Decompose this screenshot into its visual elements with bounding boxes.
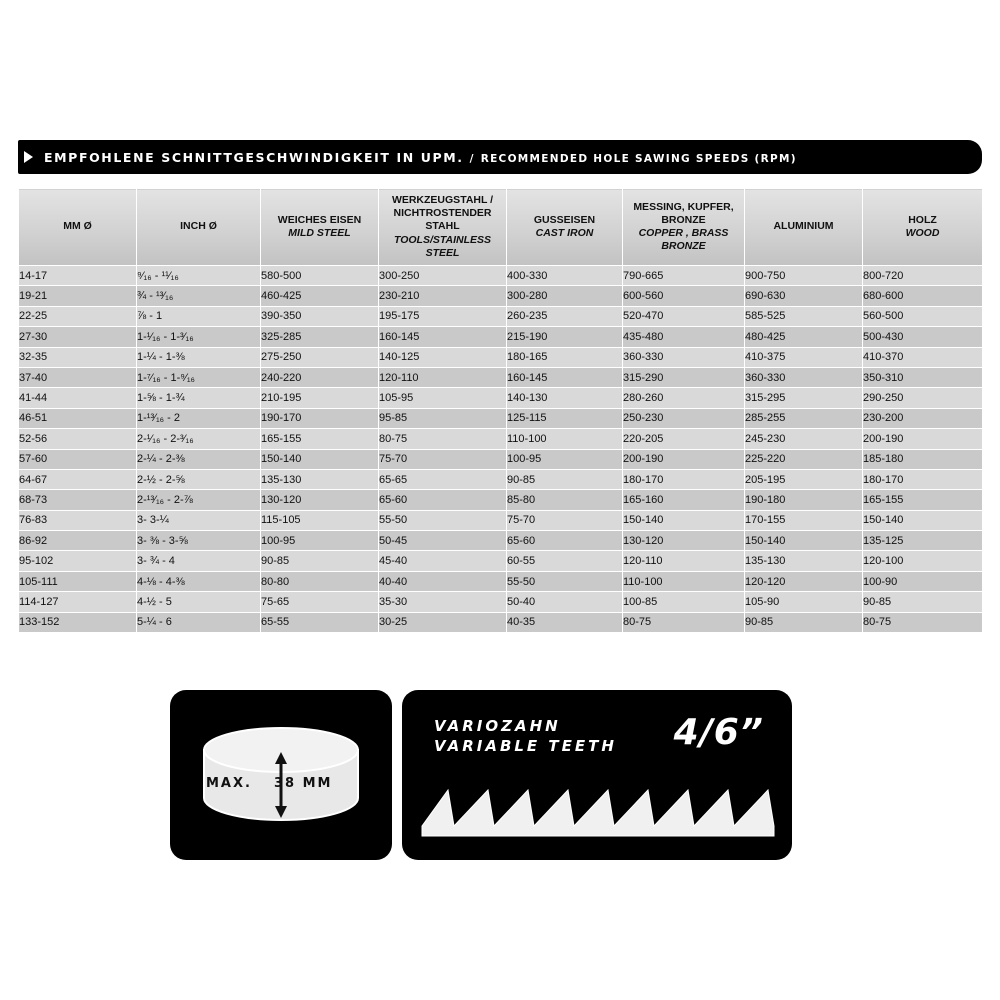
cell-tool-stainless: 30-25 [379,612,507,632]
cell-inch: ¾ - ¹³⁄₁₆ [137,286,261,306]
cell-cast-iron: 160-145 [507,367,623,387]
play-arrow-icon [18,140,44,174]
cell-inch: 5-¼ - 6 [137,612,261,632]
cell-tool-stainless: 55-50 [379,510,507,530]
cell-aluminium: 360-330 [745,367,863,387]
cell-cast-iron: 140-130 [507,388,623,408]
cell-aluminium: 285-255 [745,408,863,428]
cell-aluminium: 410-375 [745,347,863,367]
cell-aluminium: 900-750 [745,266,863,286]
cell-mild-steel: 75-65 [261,592,379,612]
cell-brass-copper: 120-110 [623,551,745,571]
cell-mm: 114-127 [19,592,137,612]
cell-mm: 105-111 [19,571,137,591]
cell-inch: 1-⅝ - 1-¾ [137,388,261,408]
column-header-cast-iron-de: GUSSEISEN [533,213,596,226]
cell-tool-stainless: 105-95 [379,388,507,408]
cell-wood: 180-170 [863,469,983,489]
cell-mild-steel: 580-500 [261,266,379,286]
cell-wood: 165-155 [863,490,983,510]
table-row [19,388,983,408]
cell-mild-steel: 65-55 [261,612,379,632]
cell-cast-iron: 180-165 [507,347,623,367]
cell-aluminium: 150-140 [745,531,863,551]
column-header-mild-steel [261,189,379,266]
cell-aluminium: 315-295 [745,388,863,408]
variable-teeth-title [434,716,617,757]
cell-brass-copper: 110-100 [623,571,745,591]
table-row [19,551,983,571]
cell-brass-copper: 180-170 [623,469,745,489]
cell-aluminium: 90-85 [745,612,863,632]
cell-mild-steel: 460-425 [261,286,379,306]
cell-tool-stainless: 195-175 [379,306,507,326]
table-row [19,571,983,591]
column-header-mild-steel-de: WEICHES EISEN [277,213,362,226]
cell-tool-stainless: 45-40 [379,551,507,571]
cell-mild-steel: 210-195 [261,388,379,408]
column-header-aluminium [745,189,863,266]
cell-aluminium: 585-525 [745,306,863,326]
cell-cast-iron: 300-280 [507,286,623,306]
cell-brass-copper: 130-120 [623,531,745,551]
cell-mild-steel: 165-155 [261,429,379,449]
cell-tool-stainless: 40-40 [379,571,507,591]
cell-mild-steel: 390-350 [261,306,379,326]
cell-brass-copper: 165-160 [623,490,745,510]
table-row [19,612,983,632]
column-header-brass-copper [623,189,745,266]
column-header-wood [863,189,983,266]
cell-mild-steel: 80-80 [261,571,379,591]
cell-mm: 57-60 [19,449,137,469]
cell-mm: 64-67 [19,469,137,489]
cell-inch: 2-¹³⁄₁₆ - 2-⅞ [137,490,261,510]
cell-cast-iron: 100-95 [507,449,623,469]
table-body [19,266,983,633]
variable-teeth-title-de: VARIOZAHN [434,717,561,735]
cell-cast-iron: 55-50 [507,571,623,591]
cell-brass-copper: 790-665 [623,266,745,286]
cell-cast-iron: 215-190 [507,327,623,347]
column-header-tool-stainless [379,189,507,266]
cell-mm: 22-25 [19,306,137,326]
cell-cast-iron: 50-40 [507,592,623,612]
table-row [19,592,983,612]
cell-wood: 230-200 [863,408,983,428]
column-header-mm [19,189,137,266]
column-header-wood-en: WOOD [905,227,940,239]
table-row [19,327,983,347]
table-row [19,266,983,286]
cell-inch: 4-⅛ - 4-⅜ [137,571,261,591]
column-header-brass-copper-en: COPPER , BRASS BRONZE [638,227,729,253]
cell-aluminium: 480-425 [745,327,863,347]
table-row [19,306,983,326]
cell-inch: 3- 3-¼ [137,510,261,530]
column-header-mm-de: MM Ø [63,220,92,233]
cell-brass-copper: 315-290 [623,367,745,387]
table-row [19,286,983,306]
table-row [19,367,983,387]
cell-inch: 1-¹⁄₁₆ - 1-³⁄₁₆ [137,327,261,347]
variable-teeth-panel [402,690,792,860]
cell-brass-copper: 200-190 [623,449,745,469]
cell-inch: ⁹⁄₁₆ - ¹¹⁄₁₆ [137,266,261,286]
cell-mm: 14-17 [19,266,137,286]
variable-teeth-size: 4/6” [673,712,764,753]
cell-mild-steel: 100-95 [261,531,379,551]
cell-brass-copper: 435-480 [623,327,745,347]
column-header-mild-steel-en: MILD STEEL [288,227,351,239]
cell-tool-stainless: 75-70 [379,449,507,469]
cell-aluminium: 135-130 [745,551,863,571]
cell-mild-steel: 135-130 [261,469,379,489]
cell-aluminium: 190-180 [745,490,863,510]
cell-mm: 86-92 [19,531,137,551]
max-depth-value: 38 MM [274,776,333,791]
cell-cast-iron: 110-100 [507,429,623,449]
cell-tool-stainless: 80-75 [379,429,507,449]
cell-brass-copper: 280-260 [623,388,745,408]
cell-aluminium: 120-120 [745,571,863,591]
section-title-de: EMPFOHLENE SCHNITTGESCHWINDIGKEIT IN UPM. [44,149,464,165]
table-row [19,449,983,469]
cell-mild-steel: 275-250 [261,347,379,367]
max-depth-panel [170,690,392,860]
cell-wood: 800-720 [863,266,983,286]
cell-mild-steel: 115-105 [261,510,379,530]
cell-wood: 100-90 [863,571,983,591]
cell-cast-iron: 65-60 [507,531,623,551]
cell-mm: 37-40 [19,367,137,387]
section-title-bar [18,140,982,174]
cell-mm: 52-56 [19,429,137,449]
cell-brass-copper: 250-230 [623,408,745,428]
cell-tool-stainless: 35-30 [379,592,507,612]
cell-tool-stainless: 230-210 [379,286,507,306]
cell-wood: 90-85 [863,592,983,612]
saw-blade-icon [402,774,792,844]
cell-mild-steel: 90-85 [261,551,379,571]
section-title-separator: / [469,152,475,165]
cell-tool-stainless: 160-145 [379,327,507,347]
cell-brass-copper: 520-470 [623,306,745,326]
speeds-table [18,188,983,633]
table-row [19,531,983,551]
cell-mild-steel: 130-120 [261,490,379,510]
cell-cast-iron: 85-80 [507,490,623,510]
cell-cast-iron: 400-330 [507,266,623,286]
cell-brass-copper: 600-560 [623,286,745,306]
cell-mm: 46-51 [19,408,137,428]
cell-cast-iron: 60-55 [507,551,623,571]
column-header-inch [137,189,261,266]
cell-tool-stainless: 300-250 [379,266,507,286]
cell-aluminium: 245-230 [745,429,863,449]
cell-cast-iron: 90-85 [507,469,623,489]
section-title-en: RECOMMENDED HOLE SAWING SPEEDS (RPM) [480,152,797,165]
table-row [19,408,983,428]
cell-aluminium: 690-630 [745,286,863,306]
cell-mm: 95-102 [19,551,137,571]
cell-mild-steel: 190-170 [261,408,379,428]
cell-mild-steel: 240-220 [261,367,379,387]
cell-brass-copper: 150-140 [623,510,745,530]
cell-cast-iron: 125-115 [507,408,623,428]
table-row [19,490,983,510]
section-title [44,150,797,165]
cell-aluminium: 105-90 [745,592,863,612]
cell-brass-copper: 80-75 [623,612,745,632]
cell-mild-steel: 325-285 [261,327,379,347]
cell-mm: 32-35 [19,347,137,367]
cell-wood: 410-370 [863,347,983,367]
cell-brass-copper: 220-205 [623,429,745,449]
cell-inch: 3- ¾ - 4 [137,551,261,571]
cell-wood: 350-310 [863,367,983,387]
info-panels [170,690,792,860]
column-header-cast-iron [507,189,623,266]
table-header-row [19,189,983,266]
cell-mm: 19-21 [19,286,137,306]
cell-tool-stainless: 50-45 [379,531,507,551]
cell-cast-iron: 260-235 [507,306,623,326]
cell-inch: 2-½ - 2-⅝ [137,469,261,489]
cell-brass-copper: 360-330 [623,347,745,367]
cell-inch: 1-⁷⁄₁₆ - 1-⁹⁄₁₆ [137,367,261,387]
cell-tool-stainless: 65-60 [379,490,507,510]
cell-wood: 500-430 [863,327,983,347]
cell-inch: 2-¹⁄₁₆ - 2-³⁄₁₆ [137,429,261,449]
cell-wood: 80-75 [863,612,983,632]
column-header-brass-copper-de: MESSING, KUPFER, BRONZE [633,200,734,226]
table-row [19,469,983,489]
column-header-tool-stainless-en: TOOLS/STAINLESS STEEL [393,233,492,259]
variable-teeth-title-en: VARIABLE TEETH [434,737,617,756]
cell-tool-stainless: 65-65 [379,469,507,489]
column-header-inch-de: INCH Ø [180,220,217,233]
cell-mm: 76-83 [19,510,137,530]
cell-tool-stainless: 95-85 [379,408,507,428]
cell-mm: 41-44 [19,388,137,408]
cell-aluminium: 205-195 [745,469,863,489]
cell-tool-stainless: 140-125 [379,347,507,367]
column-header-aluminium-de: ALUMINIUM [773,220,834,233]
cell-mm: 27-30 [19,327,137,347]
speeds-table-wrap [18,188,982,633]
cell-wood: 200-190 [863,429,983,449]
table-row [19,347,983,367]
cell-cast-iron: 75-70 [507,510,623,530]
table-row [19,429,983,449]
cell-wood: 120-100 [863,551,983,571]
cell-cast-iron: 40-35 [507,612,623,632]
cell-inch: 2-¼ - 2-⅜ [137,449,261,469]
cell-mild-steel: 150-140 [261,449,379,469]
cell-wood: 185-180 [863,449,983,469]
cell-mm: 133-152 [19,612,137,632]
cell-wood: 150-140 [863,510,983,530]
cell-brass-copper: 100-85 [623,592,745,612]
cell-tool-stainless: 120-110 [379,367,507,387]
cell-wood: 560-500 [863,306,983,326]
table-header [19,189,983,266]
column-header-cast-iron-en: CAST IRON [535,227,594,239]
cell-inch: ⅞ - 1 [137,306,261,326]
cell-mm: 68-73 [19,490,137,510]
column-header-wood-de: HOLZ [908,213,937,226]
cell-wood: 680-600 [863,286,983,306]
cell-inch: 1-¹³⁄₁₆ - 2 [137,408,261,428]
cell-inch: 1-¼ - 1-⅜ [137,347,261,367]
table-row [19,510,983,530]
cell-aluminium: 225-220 [745,449,863,469]
column-header-tool-stainless-de: WERKZEUGSTAHL / NICHTROSTENDER STAHL [391,194,494,233]
cell-inch: 3- ⅜ - 3-⅝ [137,531,261,551]
cell-inch: 4-½ - 5 [137,592,261,612]
max-depth-label: MAX. [206,776,252,791]
cell-aluminium: 170-155 [745,510,863,530]
cell-wood: 290-250 [863,388,983,408]
cell-wood: 135-125 [863,531,983,551]
